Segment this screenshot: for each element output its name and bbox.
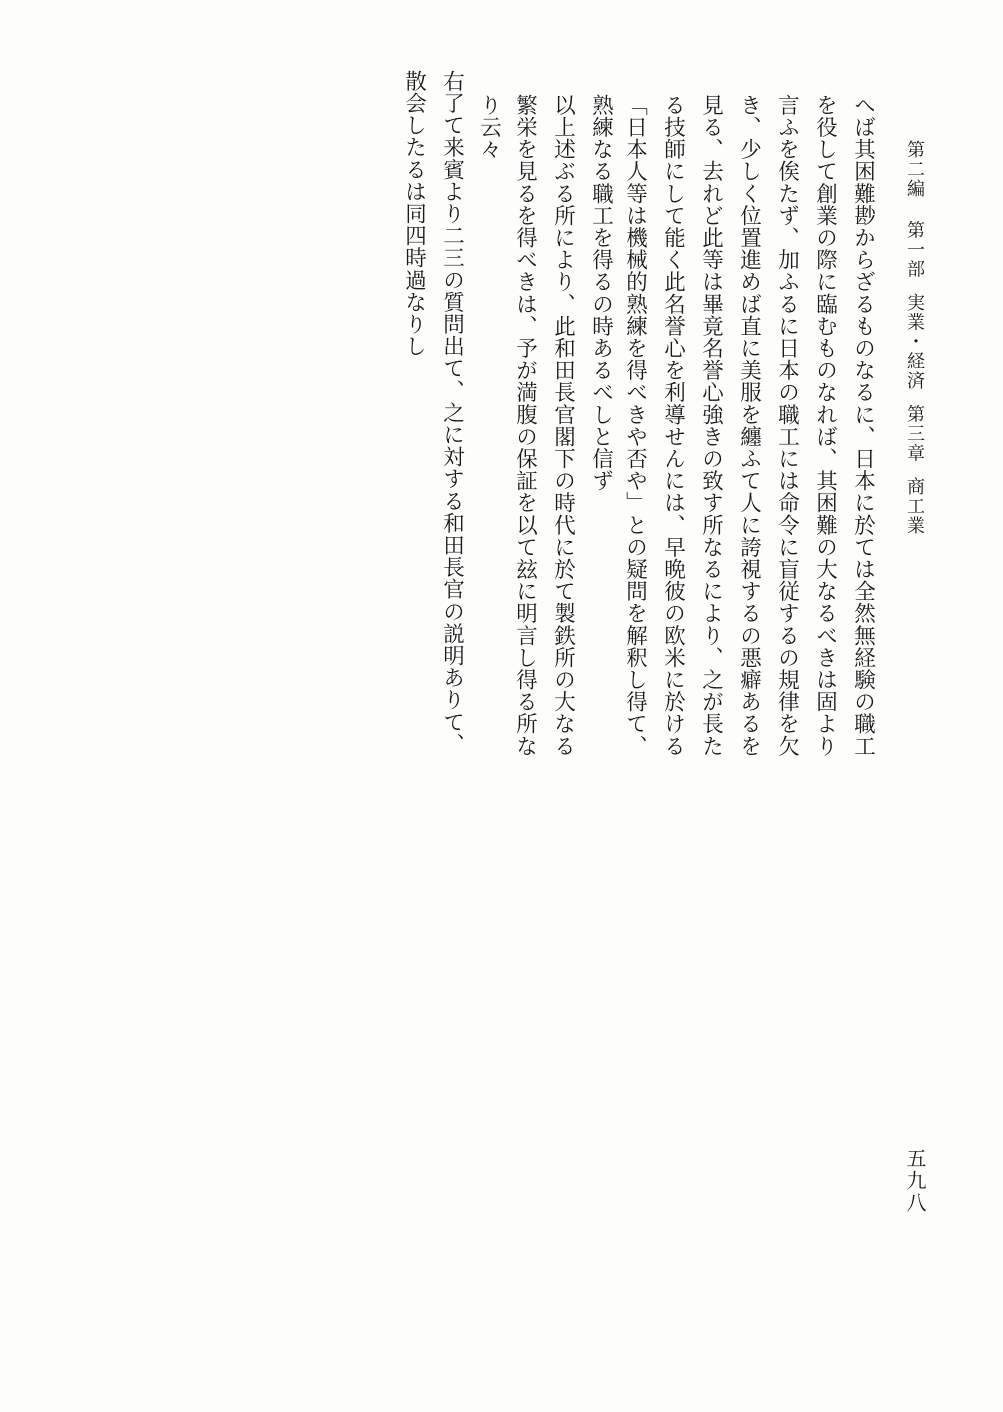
running-head bbox=[905, 140, 923, 536]
body-line-8: 熟練なる職工を得るの時あるべしと信ず bbox=[588, 94, 614, 492]
body-line-7: 「日本人等は機械的熟練を得べきや否や」との疑問を解釈し得て、 bbox=[622, 94, 648, 757]
body-line-9: 以上述ぶる所により、此和田長官閣下の時代に於て製鉄所の大なる bbox=[550, 94, 576, 757]
body-line-10: 繁栄を見るを得べきは、予が満腹の保証を以て玆に明言し得る所な bbox=[512, 94, 538, 757]
body-line-1: へば其困難尠からざるものなるに、日本に於ては全然無経験の職工 bbox=[850, 94, 876, 757]
header-topic: 実業・経済 bbox=[904, 293, 925, 391]
body-line-2: を役して創業の際に臨むものなれば、其困難の大なるべきは固より bbox=[812, 94, 838, 757]
header-part: 第二編 bbox=[904, 140, 925, 199]
body-line-5: 見る、去れど此等は畢竟名誉心強きの致す所なるにより、之が長た bbox=[698, 94, 724, 757]
body-line-12: 右了て来賓より二三の質問出て、之に対する和田長官の説明ありて、 bbox=[439, 70, 465, 756]
body-line-13: 散会したるは同四時過なりし bbox=[401, 70, 427, 358]
body-line-11: り云々 bbox=[476, 94, 502, 161]
body-line-4: き、少しく位置進めば直に美服を纏ふて人に誇視するの悪癖あるを bbox=[736, 94, 762, 757]
body-line-6: る技師にして能く此名誉心を利導せんには、早晩彼の欧米に於ける bbox=[660, 94, 686, 757]
header-chapter-title: 商工業 bbox=[904, 477, 925, 536]
body-line-3: 言ふを俟たず、加ふるに日本の職工には命令に盲従するの規律を欠 bbox=[774, 94, 800, 757]
page-number: 五九八 bbox=[903, 1148, 927, 1214]
header-section: 第一部 bbox=[904, 220, 925, 279]
header-chapter: 第三章 bbox=[904, 404, 925, 463]
